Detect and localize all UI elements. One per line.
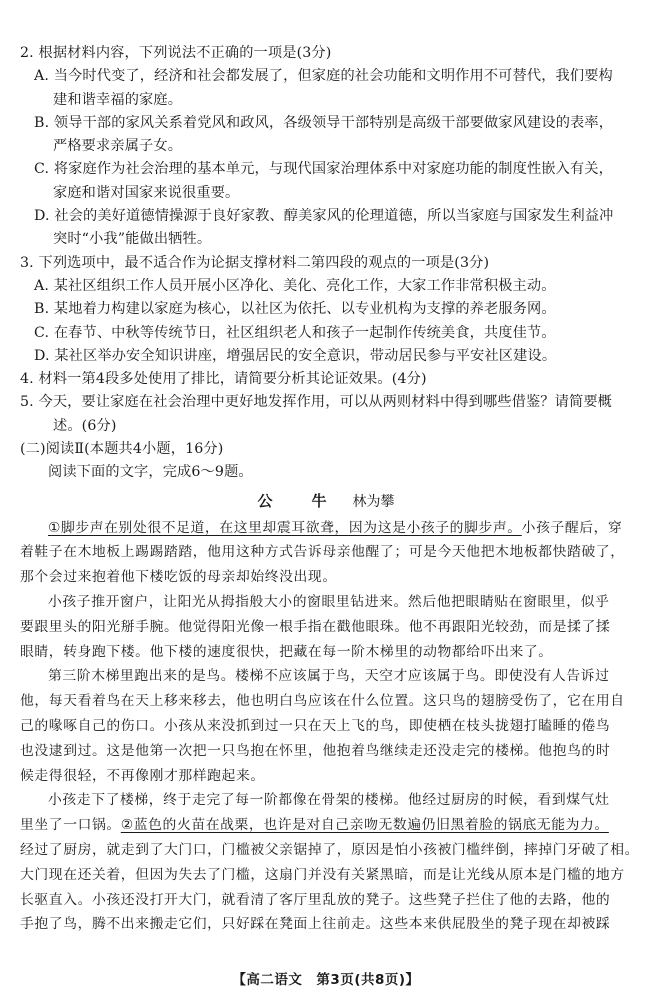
question-5-stem-line1: 5. 今天，要让家庭在社会治理中更好地发挥作用，可以从两则材料中得到哪些借鉴？请简要概	[20, 394, 612, 411]
question-3	[20, 252, 632, 368]
option-2b-line1: B. 领导干部的家风关系着党风和政风，各级领导干部特别是高级干部要做家风建设的表率，	[34, 114, 614, 131]
option-2a-line2: 建和谐幸福的家庭。	[53, 91, 183, 108]
story-title: 公 牛	[257, 491, 339, 510]
option-2d-line2: 突时“小我”能做出牺牲。	[53, 231, 212, 248]
question-2-stem: 2. 根据材料内容，下列说法不正确的一项是(3分)	[20, 45, 332, 61]
story-line: 手抱了鸟，腾不出来搬走它们，只好踩在凳面上往前走。这些本来供屁股坐的凳子现在却被踩	[20, 916, 611, 933]
question-3-stem: 3. 下列选项中，最不适合作为论据支撑材料二第四段的观点的一项是(3分)	[20, 254, 490, 271]
question-4-stem: 4. 材料一第4段多处使用了排比，请简要分析其论证效果。(4分)	[20, 371, 427, 388]
story-text: 小孩子醒后，穿	[521, 519, 623, 536]
option-3c: C. 在春节、中秋等传统节日，社区组织老人和孩子一起制作传统美食，共度佳节。	[34, 324, 556, 341]
story-paragraph-2	[20, 590, 632, 664]
story-line: 第三阶木梯里跑出来的是鸟。楼梯不应该属于鸟，天空才应该属于鸟。即使没有人告诉过	[48, 668, 610, 685]
story-line: 小孩子推开窗户，让阳光从拇指般大小的窗眼里钻进来。然后他把眼睛贴在窗眼里，似乎	[48, 594, 610, 611]
story-title-row	[20, 487, 632, 516]
story-text: 里坐了一口锅。	[20, 817, 121, 834]
story-line: 他，每天看着鸟在天上移来移去，他也明白鸟应该在什么位置。这只鸟的翅膀受伤了，它在用自	[20, 693, 625, 710]
story-line: 候走得很轻，不再像刚才那样跑起来。	[20, 767, 265, 784]
story-line: 也没逮到过。这是他第一次把一只鸟抱在怀里，他抱着鸟继续走还没走完的楼梯。他抱鸟的时	[20, 742, 611, 759]
section-heading: (二)阅读Ⅱ(本题共4小题，16分)	[20, 441, 224, 458]
section-instruction: 阅读下面的文字，完成6～9题。	[48, 464, 253, 481]
option-2c-line1: C. 将家庭作为社会治理的基本单元，与现代国家治理体系中对家庭功能的制度性嵌入有关，	[34, 161, 613, 178]
story-line: 己的喙啄自己的伤口。小孩从来没抓到过一只在天上飞的鸟，即使栖在枝头拢翅打瞌睡的倦鸟	[20, 718, 611, 735]
story-paragraph-3	[20, 664, 632, 788]
option-2a-line1: A. 当今时代变了，经济和社会都发展了，但家庭的社会功能和文明作用不可替代，我们要构	[34, 68, 613, 85]
option-2b-line2: 严格要求亲属子女。	[53, 138, 183, 155]
story-line	[20, 516, 632, 541]
story-line: 着鞋子在木地板上踢踢踏踏，他用这种方式告诉母亲他醒了；可是今天他把木地板都快踏破了，	[20, 544, 625, 561]
story-line: 眼睛，转身跑下楼。他下楼的速度很快，把藏在每一阶木梯里的动物都给吓出来了。	[20, 643, 553, 660]
option-3b: B. 某地着力构建以家庭为核心，以社区为依托、以专业机构为支撑的养老服务网。	[34, 301, 556, 318]
story-line: 大门现在还关着，但因为失去了门槛，这扇门并没有关紧黑暗，而是让光线从原本是门槛的地方	[20, 866, 625, 883]
story-paragraph-4	[20, 788, 640, 937]
story-line: 小孩走下了楼梯，终于走完了每一阶都像在骨架的楼梯。他经过厨房的时候，看到煤气灶	[48, 792, 610, 809]
option-3a: A. 某社区组织工作人员开展小区净化、美化、亮化工作，大家工作非常积极主动。	[34, 277, 556, 294]
story-paragraph-1	[20, 516, 632, 590]
marked-sentence-2: ②蓝色的火苗在战栗，也许是对自己亲吻无数遍仍旧黑着脸的锅底无能为力。	[120, 817, 609, 834]
option-2d-line1: D. 社会的美好道德情操源于良好家教、醇美家风的伦理道德，所以当家庭与国家发生利益冲	[34, 208, 614, 225]
story-line: 要跟里头的阳光掰手腕。他觉得阳光像一根手指在戳他眼珠。他不再跟阳光较劲，而是揉了揉	[20, 618, 611, 635]
story-line: 经过了厨房，就走到了大门口，门槛被父亲锯掉了，原因是怕小孩被门槛绊倒，摔掉门牙破了相。	[20, 842, 640, 858]
option-2c-line2: 家庭和谐对国家来说很重要。	[53, 184, 240, 201]
question-5-stem-line2: 述。(6分)	[53, 417, 117, 434]
story-line	[20, 813, 632, 838]
marked-sentence-1: ①脚步声在别处很不足道，在这里却震耳欲聋，因为这是小孩子的脚步声。	[48, 519, 522, 536]
question-5	[20, 391, 632, 438]
page-footer: 【高二语文 第3页(共8页)】	[232, 972, 420, 988]
option-3d: D. 某社区举办安全知识讲座，增强居民的安全意识，带动居民参与平安社区建设。	[34, 347, 557, 364]
story-author: 林为攀	[352, 493, 395, 510]
question-2	[20, 42, 632, 252]
story-line: 长驱直入。小孩还没打开大门，就看清了客厅里乱放的凳子。这些凳子拦住了他的去路，他的	[20, 891, 611, 908]
story-line: 那个会过来抱着他下楼吃饭的母亲却始终没出现。	[20, 569, 337, 586]
